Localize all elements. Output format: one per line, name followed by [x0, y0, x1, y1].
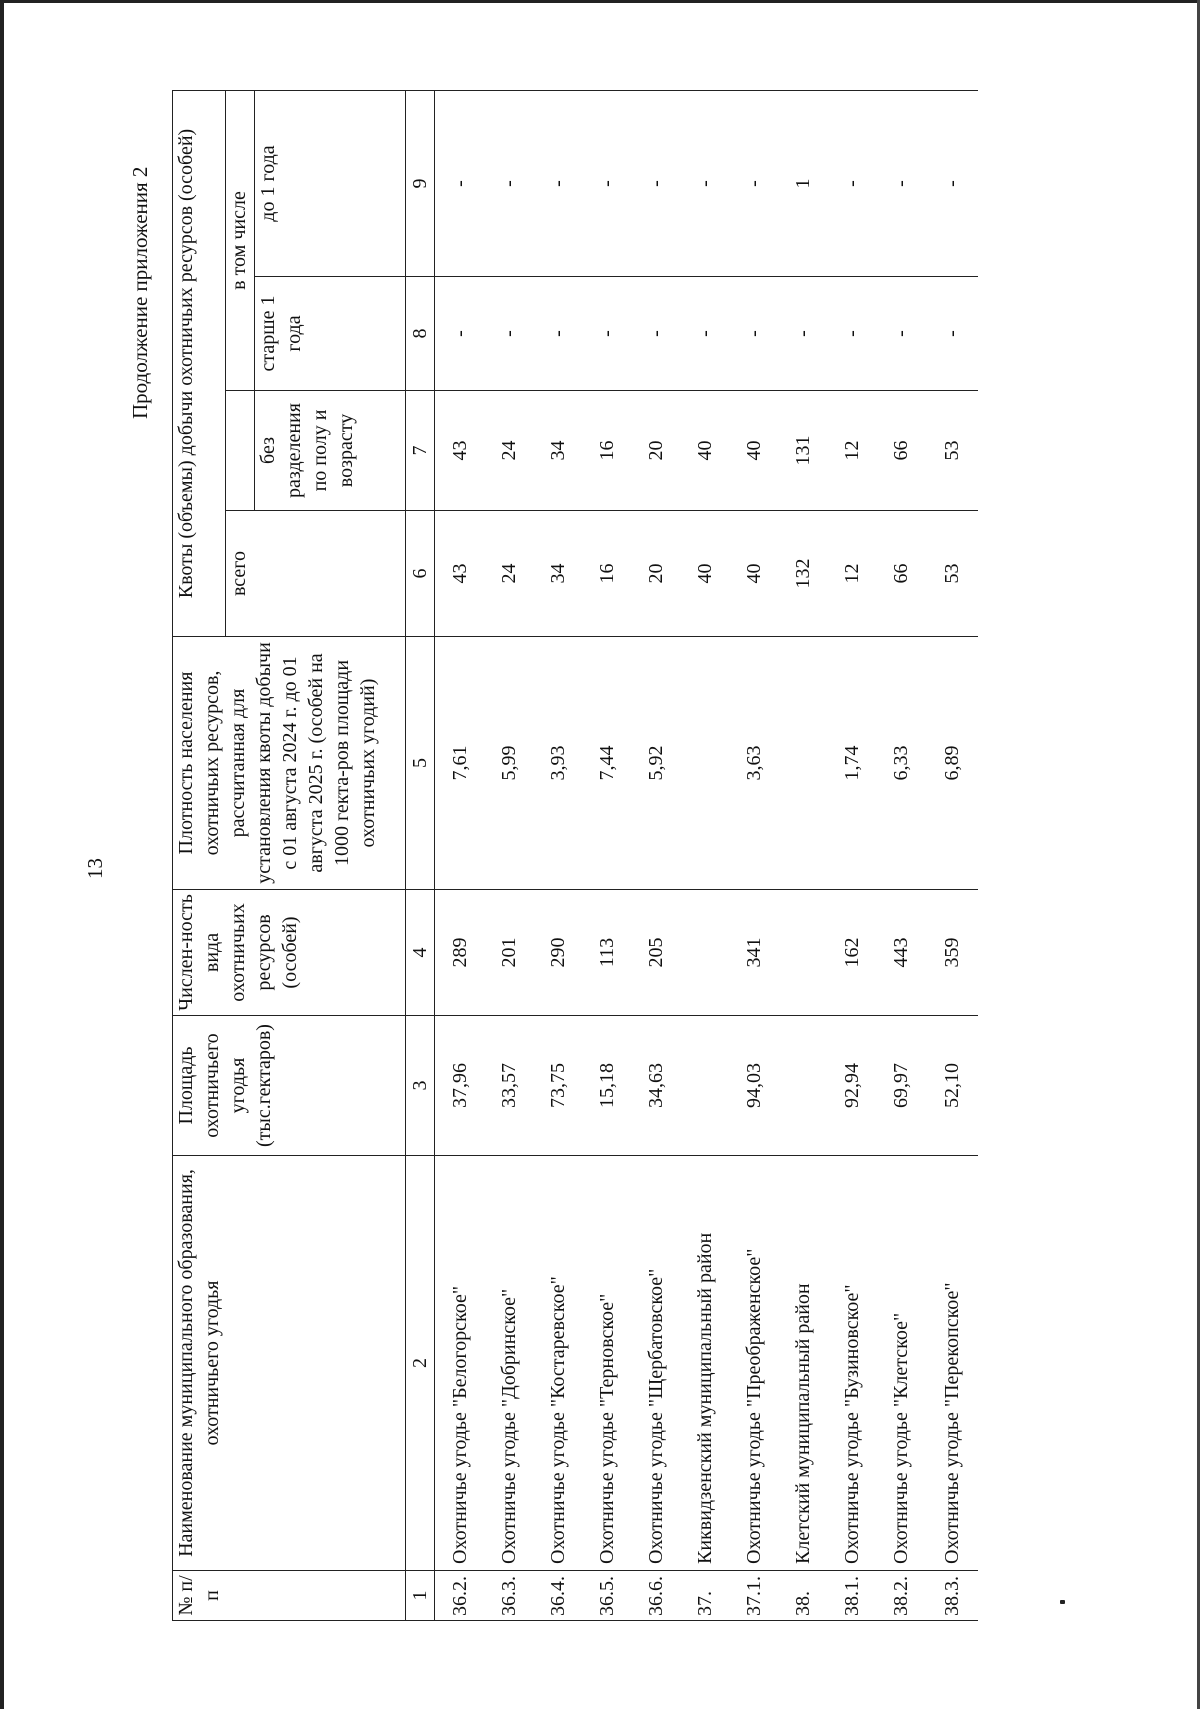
row-younger: - [729, 91, 778, 277]
row-area [680, 1016, 729, 1156]
row-count: 162 [827, 890, 876, 1016]
appendix-caption: Продолжение приложения 2 [128, 166, 152, 419]
header-blank [226, 391, 255, 511]
column-number: 5 [406, 637, 435, 890]
page-number: 13 [83, 858, 107, 879]
table-row [435, 91, 485, 1621]
table-row [582, 91, 631, 1621]
row-number: 36.5. [582, 1571, 631, 1621]
row-older: - [827, 277, 876, 391]
row-number: 37.1. [729, 1571, 778, 1621]
row-density: 5,99 [484, 637, 533, 890]
row-younger: - [827, 91, 876, 277]
row-younger: - [533, 91, 582, 277]
column-number: 3 [406, 1016, 435, 1156]
row-area: 33,57 [484, 1016, 533, 1156]
row-count: 113 [582, 890, 631, 1016]
row-total: 20 [631, 511, 680, 637]
row-younger: - [582, 91, 631, 277]
header-quota-group: Квоты (объемы) добычи охотничьих ресурсов (особей) [173, 91, 226, 637]
row-area: 52,10 [925, 1016, 978, 1156]
row-older: - [729, 277, 778, 391]
row-older: - [582, 277, 631, 391]
row-total: 24 [484, 511, 533, 637]
row-younger: - [876, 91, 925, 277]
header-density: Плотность населения охотничьих ресурсов, рассчитанная для установления квоты добычи с 01 августа 2024 г. до 01 августа 2025 г. (особей на 1000 гекта-ров площади охотничьих угодий) [173, 637, 406, 890]
row-number: 38.3. [925, 1571, 978, 1621]
row-name: Охотничье угодье "Добринское" [484, 1156, 533, 1571]
table-row [778, 91, 827, 1621]
column-number: 4 [406, 890, 435, 1016]
table-row [876, 91, 925, 1621]
column-number: 1 [406, 1571, 435, 1621]
row-number: 36.3. [484, 1571, 533, 1621]
row-number: 38. [778, 1571, 827, 1621]
row-total: 34 [533, 511, 582, 637]
header-area: Площадь охотничьего угодья (тыс.гектаров) [173, 1016, 406, 1156]
row-density: 3,93 [533, 637, 582, 890]
column-number: 6 [406, 511, 435, 637]
row-density: 6,89 [925, 637, 978, 890]
row-number: 38.2. [876, 1571, 925, 1621]
header-no-split: без разделения по полу и возрасту [255, 391, 406, 511]
row-area: 94,03 [729, 1016, 778, 1156]
row-name: Охотничье угодье "Белогорское" [435, 1156, 485, 1571]
row-older: - [484, 277, 533, 391]
row-no-split: 40 [729, 391, 778, 511]
row-name: Охотничье угодье "Терновское" [582, 1156, 631, 1571]
row-count: 205 [631, 890, 680, 1016]
column-number: 8 [406, 277, 435, 391]
row-area: 15,18 [582, 1016, 631, 1156]
column-number: 2 [406, 1156, 435, 1571]
row-older: - [435, 277, 485, 391]
row-count: 201 [484, 890, 533, 1016]
row-younger: 1 [778, 91, 827, 277]
row-density [680, 637, 729, 890]
row-count: 443 [876, 890, 925, 1016]
row-name: Охотничье угодье "Клетское" [876, 1156, 925, 1571]
row-no-split: 34 [533, 391, 582, 511]
row-name: Охотничье угодье "Преображенское" [729, 1156, 778, 1571]
row-younger: - [631, 91, 680, 277]
row-older: - [925, 277, 978, 391]
row-total: 16 [582, 511, 631, 637]
table-row [484, 91, 533, 1621]
header-number: № п/п [173, 1571, 406, 1621]
table-row [729, 91, 778, 1621]
row-count: 289 [435, 890, 485, 1016]
row-number: 37. [680, 1571, 729, 1621]
row-older: - [680, 277, 729, 391]
row-younger: - [925, 91, 978, 277]
table-row [631, 91, 680, 1621]
row-name: Клетский муниципальный район [778, 1156, 827, 1571]
row-density: 1,74 [827, 637, 876, 890]
row-younger: - [680, 91, 729, 277]
column-number: 9 [406, 91, 435, 277]
row-name: Киквидзенский муниципальный район [680, 1156, 729, 1571]
row-density: 3,63 [729, 637, 778, 890]
row-older: - [533, 277, 582, 391]
row-count: 341 [729, 890, 778, 1016]
header-name: Наименование муниципального образования, охотничьего угодья [173, 1156, 406, 1571]
row-younger: - [435, 91, 485, 277]
row-no-split: 53 [925, 391, 978, 511]
table-row [680, 91, 729, 1621]
table-row [925, 91, 978, 1621]
row-name: Охотничье угодье "Перекопское" [925, 1156, 978, 1571]
row-count: 359 [925, 890, 978, 1016]
row-area: 73,75 [533, 1016, 582, 1156]
row-density [778, 637, 827, 890]
row-density: 7,44 [582, 637, 631, 890]
row-no-split: 20 [631, 391, 680, 511]
row-count [680, 890, 729, 1016]
row-density: 7,61 [435, 637, 485, 890]
row-area [778, 1016, 827, 1156]
row-count [778, 890, 827, 1016]
row-no-split: 12 [827, 391, 876, 511]
row-total: 132 [778, 511, 827, 637]
header-older: старше 1 года [255, 277, 406, 391]
quota-table [172, 90, 978, 1621]
row-no-split: 131 [778, 391, 827, 511]
row-total: 43 [435, 511, 485, 637]
row-total: 53 [925, 511, 978, 637]
row-density: 5,92 [631, 637, 680, 890]
row-no-split: 16 [582, 391, 631, 511]
header-population: Числен-ность вида охотничьих ресурсов (особей) [173, 890, 406, 1016]
row-total: 66 [876, 511, 925, 637]
row-no-split: 43 [435, 391, 485, 511]
row-older: - [778, 277, 827, 391]
row-area: 37,96 [435, 1016, 485, 1156]
row-number: 36.4. [533, 1571, 582, 1621]
row-younger: - [484, 91, 533, 277]
row-total: 12 [827, 511, 876, 637]
row-older: - [876, 277, 925, 391]
row-density: 6,33 [876, 637, 925, 890]
row-name: Охотничье угодье "Щербатовское" [631, 1156, 680, 1571]
row-number: 36.6. [631, 1571, 680, 1621]
row-total: 40 [680, 511, 729, 637]
row-older: - [631, 277, 680, 391]
row-name: Охотничье угодье "Костаревское" [533, 1156, 582, 1571]
header-including: в том числе [226, 91, 255, 391]
table-row [533, 91, 582, 1621]
row-no-split: 66 [876, 391, 925, 511]
row-area: 69,97 [876, 1016, 925, 1156]
header-younger: до 1 года [255, 91, 406, 277]
row-number: 38.1. [827, 1571, 876, 1621]
table-row [827, 91, 876, 1621]
header-total: всего [226, 511, 406, 637]
row-area: 92,94 [827, 1016, 876, 1156]
row-number: 36.2. [435, 1571, 485, 1621]
row-count: 290 [533, 890, 582, 1016]
row-area: 34,63 [631, 1016, 680, 1156]
row-total: 40 [729, 511, 778, 637]
row-no-split: 40 [680, 391, 729, 511]
row-no-split: 24 [484, 391, 533, 511]
row-name: Охотничье угодье "Бузиновское" [827, 1156, 876, 1571]
column-number: 7 [406, 391, 435, 511]
